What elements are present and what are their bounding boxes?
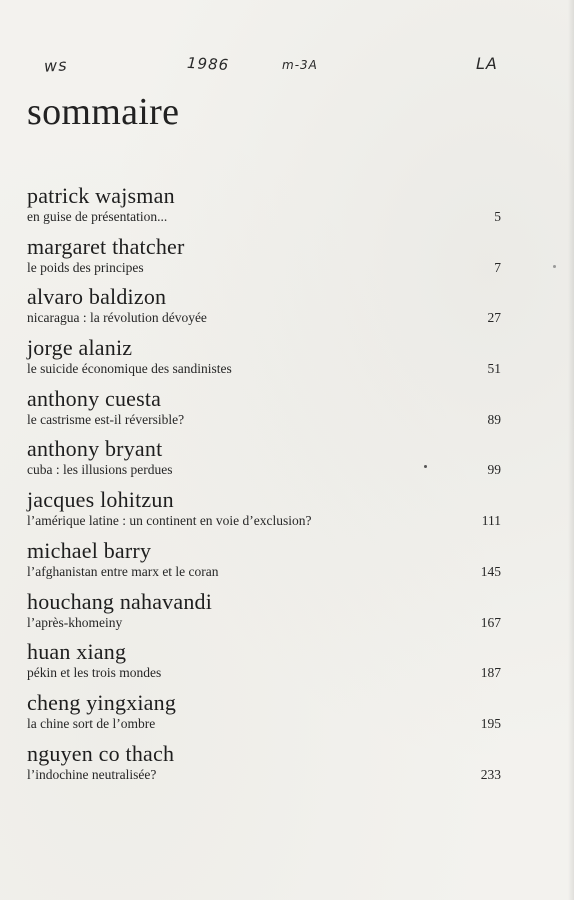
toc-article-line <box>27 461 501 478</box>
toc-author: alvaro baldizon <box>27 284 167 310</box>
toc-article-line <box>27 614 501 631</box>
toc-author: michael barry <box>27 537 152 563</box>
handwritten-note-1: ws <box>43 55 69 76</box>
toc-page-number: 27 <box>487 310 501 326</box>
toc-entry <box>27 488 501 539</box>
page-title: sommaire <box>27 91 180 133</box>
toc-entry <box>27 742 501 793</box>
toc-author: nguyen co thach <box>27 740 175 766</box>
toc-entry <box>27 235 501 286</box>
toc-author: anthony bryant <box>27 436 163 462</box>
toc-article-line <box>27 512 501 529</box>
toc-article-title: l’amérique latine : un continent en voie d’exclusion? <box>27 513 312 529</box>
toc-article-title: cuba : les illusions perdues <box>27 462 173 478</box>
toc-article-line <box>27 411 501 428</box>
toc-page-number: 145 <box>480 563 501 579</box>
toc-article-line <box>27 360 501 377</box>
handwritten-note-initials: LA <box>476 54 498 73</box>
toc-article-title: en guise de présentation... <box>27 209 168 224</box>
toc-article-title: nicaragua : la révolution dévoyée <box>27 310 207 326</box>
toc-article-line <box>27 766 501 783</box>
toc-page-number: 5 <box>494 209 501 224</box>
handwritten-note-code: m-3A <box>282 58 318 72</box>
toc-author: anthony cuesta <box>27 385 162 411</box>
toc-article-title: la chine sort de l’ombre <box>27 715 156 731</box>
toc-page-number: 187 <box>480 665 501 681</box>
toc-entry <box>27 640 501 691</box>
toc-article-title: le poids des principes <box>27 259 144 275</box>
toc-article-line <box>27 715 501 732</box>
toc-article-line <box>27 208 501 225</box>
toc-article-title: le castrisme est-il réversible? <box>27 411 185 427</box>
toc-page-number: 7 <box>494 259 501 275</box>
toc-page-number: 111 <box>481 513 501 529</box>
handwritten-note-year: 1986 <box>186 53 230 75</box>
toc-page-number: 167 <box>480 614 501 630</box>
toc-author: margaret thatcher <box>27 233 185 259</box>
toc-article-title: l’indochine neutralisée? <box>27 766 157 782</box>
toc-entry <box>27 184 501 235</box>
toc-entry <box>27 590 501 641</box>
toc-article-title: le suicide économique des sandinistes <box>27 361 232 377</box>
toc-entry <box>27 539 501 590</box>
toc-page-number: 89 <box>487 411 501 427</box>
ink-speck <box>553 265 556 268</box>
toc-article-line <box>27 309 501 326</box>
toc-entry <box>27 387 501 438</box>
toc-page-number: 51 <box>487 361 501 377</box>
toc-author: jorge alaniz <box>27 335 133 361</box>
page-edge-shadow <box>568 0 574 900</box>
toc-article-line <box>27 259 501 276</box>
toc-author: huan xiang <box>27 639 127 665</box>
toc-page-number: 195 <box>480 715 501 731</box>
toc-author: cheng yingxiang <box>27 689 177 715</box>
toc-author: patrick wajsman <box>27 183 175 208</box>
toc-author: jacques lohitzun <box>27 487 174 513</box>
table-of-contents <box>27 184 501 792</box>
toc-article-line <box>27 563 501 580</box>
toc-entry <box>27 691 501 742</box>
toc-article-line <box>27 664 501 681</box>
toc-page-number: 233 <box>480 766 501 782</box>
toc-entry <box>27 336 501 387</box>
toc-entry <box>27 285 501 336</box>
toc-author: houchang nahavandi <box>27 588 213 614</box>
toc-page-number: 99 <box>487 462 501 478</box>
toc-article-title: pékin et les trois mondes <box>27 665 162 681</box>
ink-speck <box>424 465 427 468</box>
toc-article-title: l’afghanistan entre marx et le coran <box>27 563 219 579</box>
toc-article-title: l’après-khomeiny <box>27 614 123 630</box>
toc-entry <box>27 437 501 488</box>
